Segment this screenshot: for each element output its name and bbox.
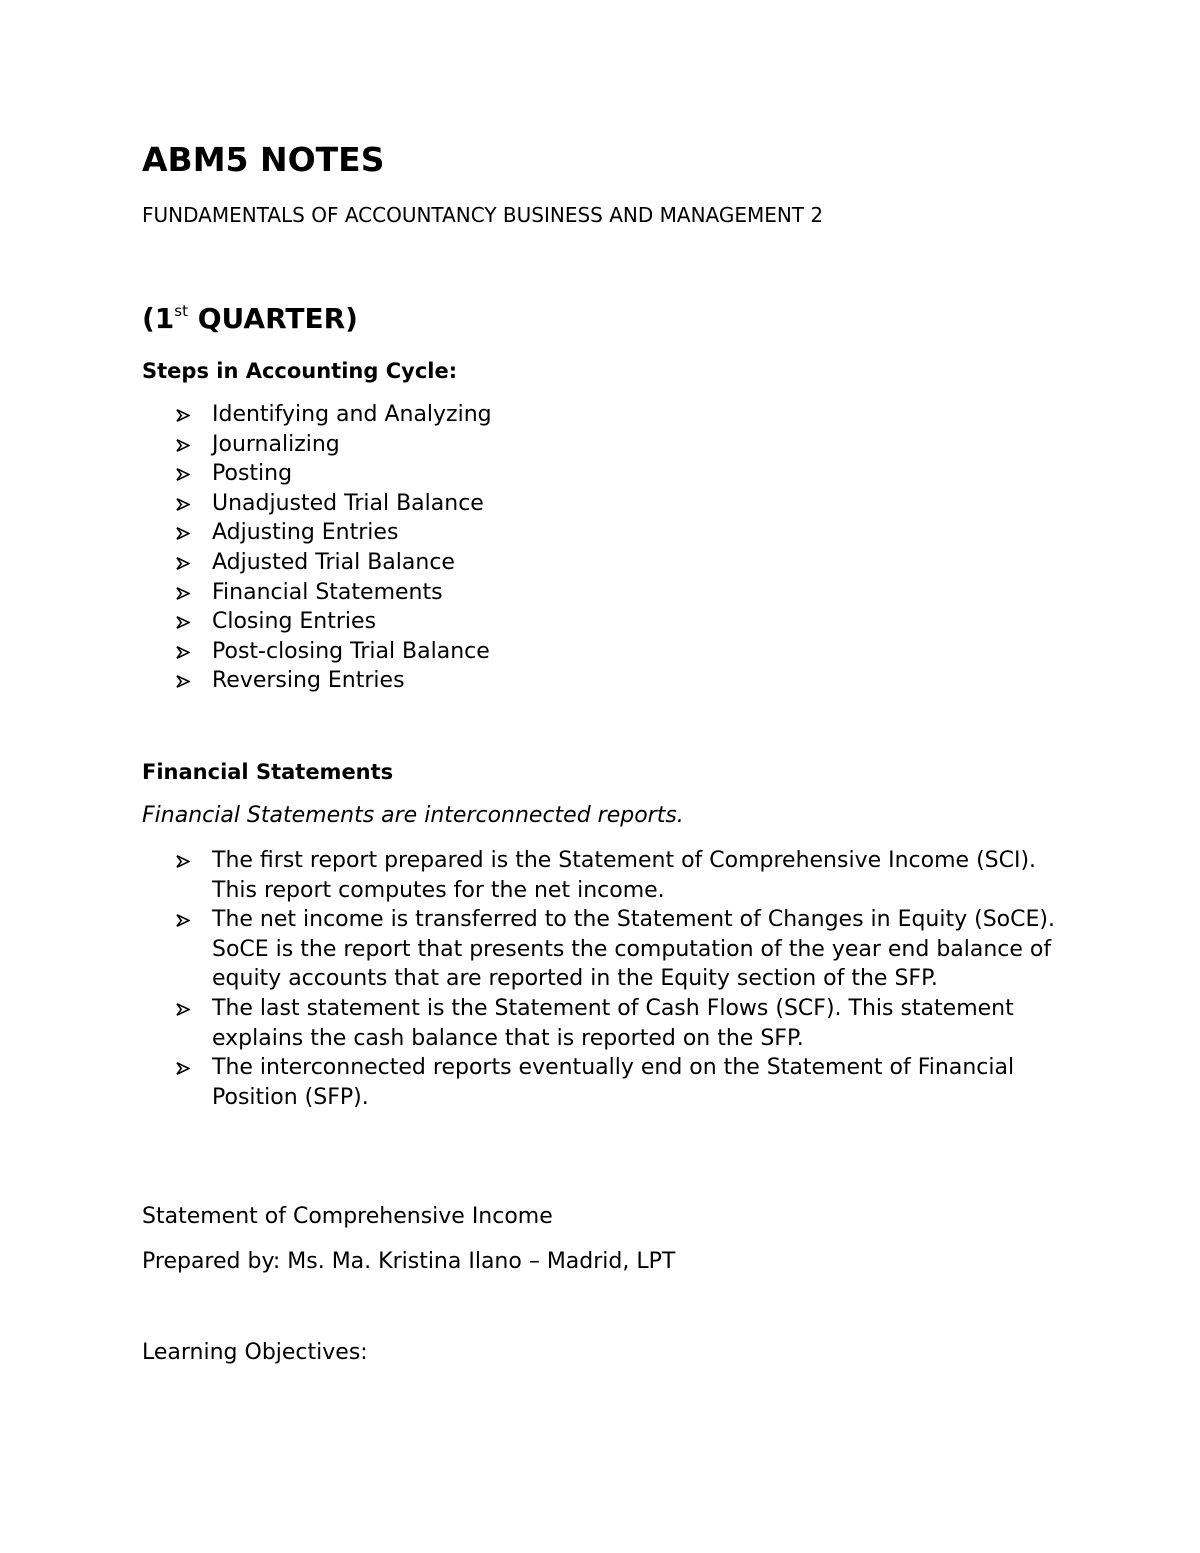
list-item [176,905,1056,994]
list-item-text: Adjusting Entries [212,520,399,546]
arrowhead-bullet-icon [176,675,190,688]
list-item-text: Post-closing Trial Balance [212,638,490,664]
arrowhead-bullet-icon [176,468,190,481]
list-item [176,607,492,637]
list-item [176,994,1056,1053]
financial-statements-heading: Financial Statements [142,760,394,784]
list-item-text: Closing Entries [212,609,377,635]
list-item-text: Unadjusted Trial Balance [212,490,484,516]
list-item-text: The interconnected reports eventually end on the Statement of Financial Position (SFP). [212,1055,1015,1110]
list-item-text: The last statement is the Statement of Cash Flows (SCF). This statement explains the cash balance that is reported on the SFP. [212,995,1014,1051]
financial-statements-intro: Financial Statements are interconnected reports. [142,803,684,828]
list-item-text: Adjusted Trial Balance [212,549,455,575]
list-item-text: The first report prepared is the Statement of Comprehensive Income (SCI). This report computes for the net income. [212,848,1037,903]
document-subtitle: FUNDAMENTALS OF ACCOUNTANCY BUSINESS AND MANAGEMENT 2 [142,203,824,227]
list-item-text: Reversing Entries [212,668,405,694]
arrowhead-bullet-icon [176,1003,190,1016]
list-item-text: The net income is transferred to the Statement of Changes in Equity (SoCE). SoCE is the report that presents the computation of the year end balance of equity accounts that are reported in the Equity section of the SFP. [212,907,1055,992]
arrowhead-bullet-icon [176,498,190,511]
list-item [176,489,492,519]
list-item [176,846,1056,905]
arrowhead-bullet-icon [176,1062,190,1075]
list-item [176,578,492,608]
learning-objectives-heading: Learning Objectives: [142,1340,368,1365]
list-item-text: Financial Statements [212,579,443,605]
list-item [176,459,492,489]
prepared-by: Prepared by: Ms. Ma. Kristina Ilano – Madrid, LPT [142,1249,676,1274]
list-item [176,518,492,548]
list-item [176,666,492,696]
financial-statements-list [176,846,1056,1112]
quarter-open: (1 [142,302,175,335]
arrowhead-bullet-icon [176,646,190,659]
list-item [176,637,492,667]
accounting-cycle-steps-list [176,400,492,696]
arrowhead-bullet-icon [176,409,190,422]
arrowhead-bullet-icon [176,914,190,927]
list-item-text: Journalizing [212,431,340,457]
soci-title: Statement of Comprehensive Income [142,1204,553,1229]
quarter-heading [142,300,358,338]
arrowhead-bullet-icon [176,557,190,570]
list-item-text: Posting [212,461,293,487]
arrowhead-bullet-icon [176,616,190,629]
arrowhead-bullet-icon [176,855,190,868]
document-title: ABM5 NOTES [142,140,385,179]
quarter-rest: QUARTER) [187,302,358,335]
list-item [176,548,492,578]
list-item [176,430,492,460]
quarter-ordinal-suffix: st [174,302,188,320]
arrowhead-bullet-icon [176,527,190,540]
list-item [176,400,492,430]
list-item-text: Identifying and Analyzing [212,402,492,427]
steps-heading: Steps in Accounting Cycle: [142,359,458,383]
arrowhead-bullet-icon [176,439,190,452]
list-item [176,1053,1056,1112]
arrowhead-bullet-icon [176,587,190,600]
